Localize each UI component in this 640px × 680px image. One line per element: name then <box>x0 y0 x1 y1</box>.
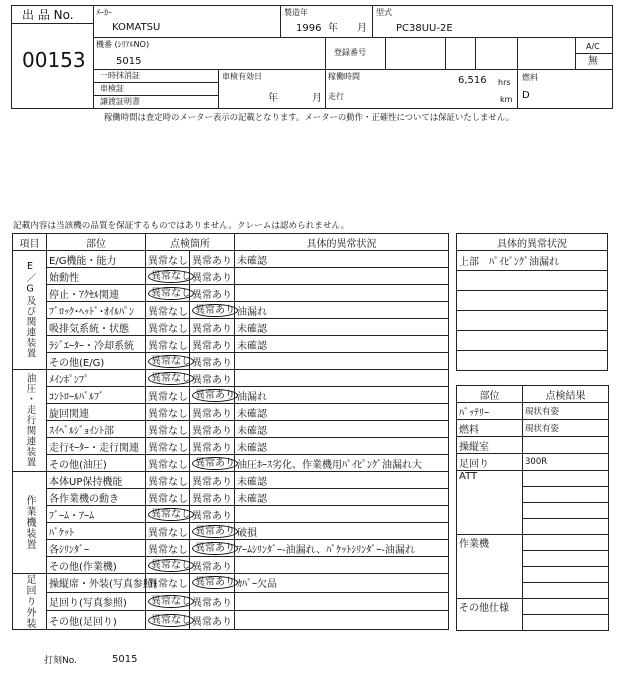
status-ng-cell <box>190 404 235 421</box>
ac-label: A/C <box>586 42 600 51</box>
status-ok: 異常なし <box>148 493 188 505</box>
detail-text: 油圧ﾎｰｽ劣化、作業機用ﾊﾟｲﾋﾟﾝｸﾞ油漏れ大 <box>235 455 449 472</box>
status-ok: 異常なし <box>148 355 194 368</box>
table-row <box>13 472 449 489</box>
part-name: 始動性 <box>47 268 146 285</box>
status-ok: 異常なし <box>148 270 194 283</box>
rt-row <box>457 331 608 351</box>
detail-text: 未確認 <box>235 319 449 336</box>
status-ok: 異常なし <box>148 614 194 627</box>
status-ok: 異常なし <box>148 527 188 539</box>
part-name: 旋回関連 <box>47 404 146 421</box>
status-ok: 異常なし <box>148 323 188 335</box>
detail-text: 未確認 <box>235 438 449 455</box>
detail-text: 未確認 <box>235 336 449 353</box>
status-ng-cell <box>190 370 235 387</box>
status-ng: 異常あり <box>192 340 232 352</box>
rt-header: 具体的異常状況 <box>457 234 608 251</box>
status-ng: 異常あり <box>192 510 232 522</box>
col-check-header: 点検箇所 <box>146 234 235 251</box>
part-name: ﾗｼﾞｴｰﾀｰ・冷却系統 <box>47 336 146 353</box>
status-ok: 異常なし <box>148 391 188 403</box>
exhibit-label: 出 品 No. <box>22 8 74 22</box>
detail-text: 未確認 <box>235 251 449 268</box>
table-row <box>13 455 449 472</box>
table-row <box>13 489 449 506</box>
status-ng-cell <box>190 557 235 574</box>
rb-result: 現状有姿 <box>523 403 609 420</box>
cert-temp-delete: 一時抹消証 <box>100 71 140 80</box>
rt-row <box>457 311 608 331</box>
hours-value: 6,516 <box>458 75 487 86</box>
status-ok: 異常なし <box>148 544 188 556</box>
ac-value: 無 <box>588 56 598 67</box>
status-ok: 異常なし <box>148 476 188 488</box>
rb-col-result: 点検結果 <box>523 386 609 403</box>
detail-text: 未確認 <box>235 472 449 489</box>
part-name: ﾌﾞｰﾑ・ｱｰﾑ <box>47 506 146 523</box>
status-ng: 異常あり <box>192 323 232 335</box>
detail-text: ｱｰﾑｼﾘﾝﾀﾞｰ-油漏れ、ﾊﾞｹｯﾄｼﾘﾝﾀﾞｰ-油漏れ <box>235 540 449 557</box>
detail-text <box>235 611 449 630</box>
status-ng-cell <box>190 387 235 404</box>
group-label: 作業機装置 <box>24 495 35 550</box>
detail-text: 油漏れ <box>235 302 449 319</box>
status-ok: 異常なし <box>148 559 194 572</box>
status-ok-cell <box>146 523 190 540</box>
status-ng: 異常あり <box>192 616 232 628</box>
part-name: ｽｲﾍﾞﾙｼﾞｮｲﾝﾄ部 <box>47 421 146 438</box>
status-ng: 異常あり <box>192 389 238 402</box>
part-name: その他(作業機) <box>47 557 146 574</box>
table-row <box>13 540 449 557</box>
rb-empty <box>523 583 609 599</box>
status-ng: 異常あり <box>192 525 238 538</box>
status-ok: 異常なし <box>148 306 188 318</box>
table-row <box>13 387 449 404</box>
status-ng: 異常あり <box>192 272 232 284</box>
status-ok-cell <box>146 489 190 506</box>
rb-col-part: 部位 <box>457 386 523 403</box>
status-ng-cell <box>190 319 235 336</box>
cert-transfer: 譲渡証明書 <box>100 97 140 106</box>
group-cell <box>13 574 47 630</box>
model-value: PC38UU-2E <box>396 23 453 34</box>
status-ng-cell <box>190 285 235 302</box>
status-ok-cell <box>146 285 190 302</box>
part-name: 足回り(写真参照) <box>47 592 146 611</box>
rb-part: 燃料 <box>457 420 523 437</box>
model-label: 型式 <box>376 8 392 17</box>
status-ok-cell <box>146 370 190 387</box>
status-ok-cell <box>146 455 190 472</box>
serial-value: 5015 <box>116 56 142 67</box>
status-ng: 異常あり <box>192 576 238 589</box>
rb-empty <box>523 567 609 583</box>
detail-text <box>235 557 449 574</box>
inspection-year-unit: 年 <box>268 93 278 104</box>
col-item-header: 項目 <box>13 234 47 251</box>
detail-text: 未確認 <box>235 421 449 438</box>
right-result-table <box>456 385 609 631</box>
group-label: 油圧・走行関連装置 <box>24 373 36 468</box>
hours-note: 稼働時間は査定時のメーター表示の記載となります。メーターの動作・正確性については保証いたしません。 <box>104 112 515 122</box>
serial-label: 機番 (ｼﾘｱﾙNO) <box>96 40 150 49</box>
status-ok-cell <box>146 592 190 611</box>
rb-part: 操縦室 <box>457 437 523 454</box>
status-ng-cell <box>190 592 235 611</box>
status-ng-cell <box>190 455 235 472</box>
part-name: 走行ﾓｰﾀｰ・走行関連 <box>47 438 146 455</box>
rb-other: その他仕様 <box>457 599 523 631</box>
rb-att: ATT <box>457 471 523 535</box>
disclaimer: 記載内容は当該機の品質を保証するものではありません。クレームは認められません。 <box>13 221 350 231</box>
rb-empty <box>523 615 609 631</box>
part-name: その他(油圧) <box>47 455 146 472</box>
status-ok-cell <box>146 557 190 574</box>
right-detail-table <box>456 233 608 371</box>
status-ng: 異常あり <box>192 304 238 317</box>
status-ok-cell <box>146 336 190 353</box>
status-ng-cell <box>190 489 235 506</box>
status-ng-cell <box>190 268 235 285</box>
inspection-month-unit: 月 <box>312 93 322 104</box>
status-ok: 異常なし <box>148 408 188 420</box>
table-row <box>13 370 449 387</box>
table-row <box>13 611 449 630</box>
part-name: その他(E/G) <box>47 353 146 370</box>
table-row <box>13 557 449 574</box>
status-ok-cell <box>146 506 190 523</box>
status-ok-cell <box>146 438 190 455</box>
rb-part: ﾊﾞｯﾃﾘｰ <box>457 403 523 420</box>
status-ok: 異常なし <box>148 425 188 437</box>
status-ng: 異常あり <box>192 542 238 555</box>
detail-text <box>235 285 449 302</box>
part-name: ｺﾝﾄﾛｰﾙﾊﾞﾙﾌﾞ <box>47 387 146 404</box>
status-ok-cell <box>146 611 190 630</box>
status-ng: 異常あり <box>192 442 232 454</box>
status-ng: 異常あり <box>192 597 232 609</box>
status-ok: 異常なし <box>148 595 194 608</box>
mileage-label: 走行 <box>328 92 344 101</box>
status-ok-cell <box>146 421 190 438</box>
exhibit-number: 00153 <box>22 48 86 72</box>
maker-label: ﾒｰｶｰ <box>96 8 112 17</box>
rb-empty <box>523 503 609 519</box>
status-ng: 異常あり <box>192 408 232 420</box>
km-unit: km <box>500 95 513 104</box>
rb-empty <box>523 535 609 551</box>
rt-row: 上部 ﾊﾟｲﾋﾟﾝｸﾞ油漏れ <box>457 251 608 271</box>
status-ng-cell <box>190 438 235 455</box>
detail-text: 未確認 <box>235 404 449 421</box>
rt-row <box>457 271 608 291</box>
detail-text <box>235 506 449 523</box>
status-ng-cell <box>190 523 235 540</box>
stamp-label: 打刻No. <box>44 656 77 666</box>
status-ok: 異常なし <box>148 372 194 385</box>
status-ok-cell <box>146 251 190 268</box>
detail-text: 未確認 <box>235 489 449 506</box>
hours-label: 稼働時間 <box>328 72 360 81</box>
inspection-label: 車検有効日 <box>222 72 262 81</box>
status-ok: 異常なし <box>148 255 188 267</box>
part-name: ﾊﾞｹｯﾄ <box>47 523 146 540</box>
table-row <box>13 421 449 438</box>
status-ok-cell <box>146 353 190 370</box>
fuel-label: 燃料 <box>522 73 538 82</box>
fuel-value: D <box>522 90 530 101</box>
status-ng-cell <box>190 302 235 319</box>
group-cell <box>13 251 47 370</box>
status-ng: 異常あり <box>192 493 232 505</box>
rb-empty <box>523 487 609 503</box>
part-name: 停止・ｱｸｾﾙ関連 <box>47 285 146 302</box>
status-ng: 異常あり <box>192 357 232 369</box>
detail-text: 破損 <box>235 523 449 540</box>
rb-result: 現状有姿 <box>523 420 609 437</box>
hours-unit: hrs <box>498 78 511 87</box>
status-ok-cell <box>146 404 190 421</box>
status-ng: 異常あり <box>192 457 238 470</box>
status-ok: 異常なし <box>148 579 188 591</box>
rt-row <box>457 291 608 311</box>
table-row <box>13 319 449 336</box>
table-row <box>13 353 449 370</box>
status-ng-cell <box>190 506 235 523</box>
detail-text <box>235 268 449 285</box>
part-name: 各ｼﾘﾝﾀﾞｰ <box>47 540 146 557</box>
status-ng-cell <box>190 251 235 268</box>
part-name: 操縦席・外装(写真参照) <box>47 574 146 593</box>
table-row <box>13 268 449 285</box>
status-ng-cell <box>190 336 235 353</box>
detail-text: ｶﾊﾞｰ欠品 <box>235 574 449 593</box>
cert-vehicle: 車検証 <box>100 84 124 93</box>
year-unit: 年 <box>328 23 338 34</box>
maker-value: KOMATSU <box>112 22 161 33</box>
status-ng: 異常あり <box>192 255 232 267</box>
rb-empty <box>523 471 609 487</box>
rb-empty <box>523 519 609 535</box>
status-ok: 異常なし <box>148 340 188 352</box>
year-label: 製造年 <box>284 8 308 17</box>
status-ng: 異常あり <box>192 289 232 301</box>
rb-empty <box>523 599 609 615</box>
detail-text: 油漏れ <box>235 387 449 404</box>
part-name: 吸排気系統・状態 <box>47 319 146 336</box>
status-ng-cell <box>190 353 235 370</box>
status-ok-cell <box>146 387 190 404</box>
status-ok-cell <box>146 302 190 319</box>
table-row <box>13 404 449 421</box>
group-label: E／G及び関連装置 <box>24 261 36 359</box>
status-ng-cell <box>190 421 235 438</box>
status-ok-cell <box>146 574 190 593</box>
rb-part: 足回り <box>457 454 523 471</box>
status-ok: 異常なし <box>148 442 188 454</box>
table-row <box>13 302 449 319</box>
status-ok: 異常なし <box>148 287 194 300</box>
table-row <box>13 592 449 611</box>
status-ng-cell <box>190 540 235 557</box>
status-ok-cell <box>146 472 190 489</box>
part-name: ﾒｲﾝﾎﾟﾝﾌﾟ <box>47 370 146 387</box>
status-ng: 異常あり <box>192 425 232 437</box>
table-row <box>13 506 449 523</box>
part-name: E/G機能・能力 <box>47 251 146 268</box>
col-part-header: 部位 <box>47 234 146 251</box>
status-ng-cell <box>190 574 235 593</box>
status-ok: 異常なし <box>148 508 194 521</box>
rb-empty <box>523 551 609 567</box>
group-cell <box>13 472 47 574</box>
part-name: 本体UP保持機能 <box>47 472 146 489</box>
rb-result <box>523 437 609 454</box>
detail-text <box>235 353 449 370</box>
status-ng-cell <box>190 611 235 630</box>
table-row <box>13 523 449 540</box>
reg-label: 登録番号 <box>334 48 366 57</box>
status-ok-cell <box>146 319 190 336</box>
table-row <box>13 438 449 455</box>
rb-result: 300R <box>523 454 609 471</box>
rt-row <box>457 351 608 371</box>
status-ng: 異常あり <box>192 476 232 488</box>
table-row <box>13 285 449 302</box>
group-cell <box>13 370 47 472</box>
stamp-value: 5015 <box>112 654 138 665</box>
table-row <box>13 336 449 353</box>
status-ok-cell <box>146 268 190 285</box>
status-ng: 異常あり <box>192 374 232 386</box>
month-unit: 月 <box>357 23 367 34</box>
status-ng: 異常あり <box>192 561 232 573</box>
rb-work: 作業機 <box>457 535 523 599</box>
part-name: ﾌﾞﾛｯｸ･ﾍｯﾄﾞ･ｵｲﾙﾊﾟﾝ <box>47 302 146 319</box>
status-ng-cell <box>190 472 235 489</box>
group-label: 足回り外装 <box>24 574 35 629</box>
table-row <box>13 251 449 268</box>
status-ok: 異常なし <box>148 459 188 471</box>
year-value: 1996 <box>296 23 322 34</box>
table-row <box>13 574 449 593</box>
inspection-table <box>12 233 449 630</box>
part-name: 各作業機の動き <box>47 489 146 506</box>
col-detail-header: 具体的異常状況 <box>235 234 449 251</box>
detail-text <box>235 370 449 387</box>
detail-text <box>235 592 449 611</box>
part-name: その他(足回り) <box>47 611 146 630</box>
status-ok-cell <box>146 540 190 557</box>
